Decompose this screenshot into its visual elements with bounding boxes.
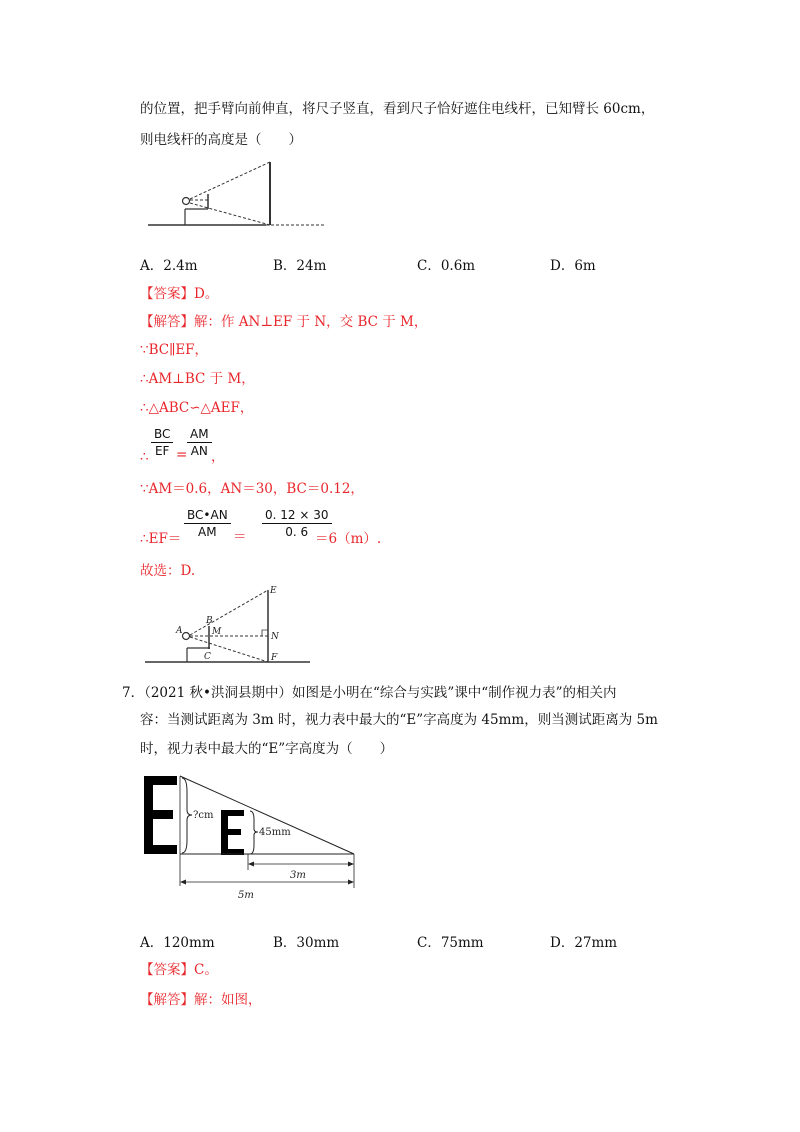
q7-solution-start: 【解答】解：如图， <box>140 992 262 1008</box>
equals-sign-2: ＝ <box>233 529 247 545</box>
label-a: A <box>176 626 183 636</box>
q6-solution-2: ∵BC∥EF， <box>140 342 209 358</box>
q6-solution-4: ∴△ABC∽△AEF， <box>140 400 254 416</box>
label-f: F <box>271 653 278 663</box>
big-e-letter <box>144 776 177 854</box>
q6-text-line2: 则电线杆的高度是（ ） <box>140 132 302 148</box>
q6-solution-7-prefix: ∴EF＝ <box>140 531 182 547</box>
q6-option-d: D．6m <box>550 258 596 274</box>
q6-solution-5-suffix: ， <box>211 449 225 465</box>
q6-option-a: A．2.4m <box>140 258 198 274</box>
label-b: B <box>206 616 213 626</box>
q6-solution-8: 故选：D. <box>140 563 196 579</box>
label-n: N <box>271 632 279 642</box>
q7-text-line3: 时，视力表中最大的“E”字高度为（ ） <box>140 741 394 757</box>
fraction-am-an: $\frac{AM}{AN}$ <box>187 427 212 458</box>
q6-option-c: C．0.6m <box>417 258 476 274</box>
q6-solution-5-prefix: ∴ <box>140 449 149 465</box>
q7-option-c: C．75mm <box>417 935 484 951</box>
fraction-bcan-am: $\frac{BC•AN}{AM}$ <box>184 508 231 539</box>
q6-option-b: B．24m <box>273 258 327 274</box>
fraction-bc-ef: $\frac{BC}{EF}$ <box>151 427 173 458</box>
q7-answer: 【答案】C。 <box>140 962 218 978</box>
q6-solution-3: ∴AM⊥BC 于 M， <box>140 371 255 387</box>
q6-solution-7-suffix: ＝6（m）. <box>315 531 382 547</box>
q7-text-line2: 容：当测试距离为 3m 时，视力表中最大的“E”字高度为 45mm，则当测试距离为 5m <box>140 712 658 728</box>
q6-answer: 【答案】D。 <box>140 286 219 302</box>
equals-sign: = <box>176 447 188 463</box>
q6-figure-problem <box>140 152 340 232</box>
label-3m: 3m <box>290 870 306 881</box>
small-e-letter <box>221 810 244 855</box>
q7-figure-e-chart <box>140 770 370 910</box>
label-unknown-height: ?cm <box>193 810 214 821</box>
q6-solution-1: 【解答】解：作 AN⊥EF 于 N，交 BC 于 M， <box>140 314 428 330</box>
q6-text-line1: 的位置，把手臂向前伸直，将尺子竖直，看到尺子恰好遮住电线杆，已知臂长 60cm， <box>140 101 655 117</box>
q6-figure-solution <box>140 583 315 668</box>
q7-option-b: B．30mm <box>273 935 340 951</box>
label-m: M <box>212 627 222 637</box>
q6-solution-6: ∵AM＝0.6，AN＝30，BC＝0.12， <box>140 481 364 497</box>
q7-text-line1: 7．（2021 秋•洪洞县期中）如图是小明在“综合与实践”课中“制作视力表”的相关内 <box>122 685 617 701</box>
label-45mm: 45mm <box>259 827 291 838</box>
q7-option-a: A．120mm <box>140 935 215 951</box>
label-e: E <box>270 586 277 596</box>
q7-option-d: D．27mm <box>550 935 618 951</box>
label-5m: 5m <box>238 890 254 901</box>
fraction-numeric: $\frac{0. 12 \times 30}{0. 6}$ <box>262 508 332 539</box>
label-c: C <box>204 652 211 662</box>
